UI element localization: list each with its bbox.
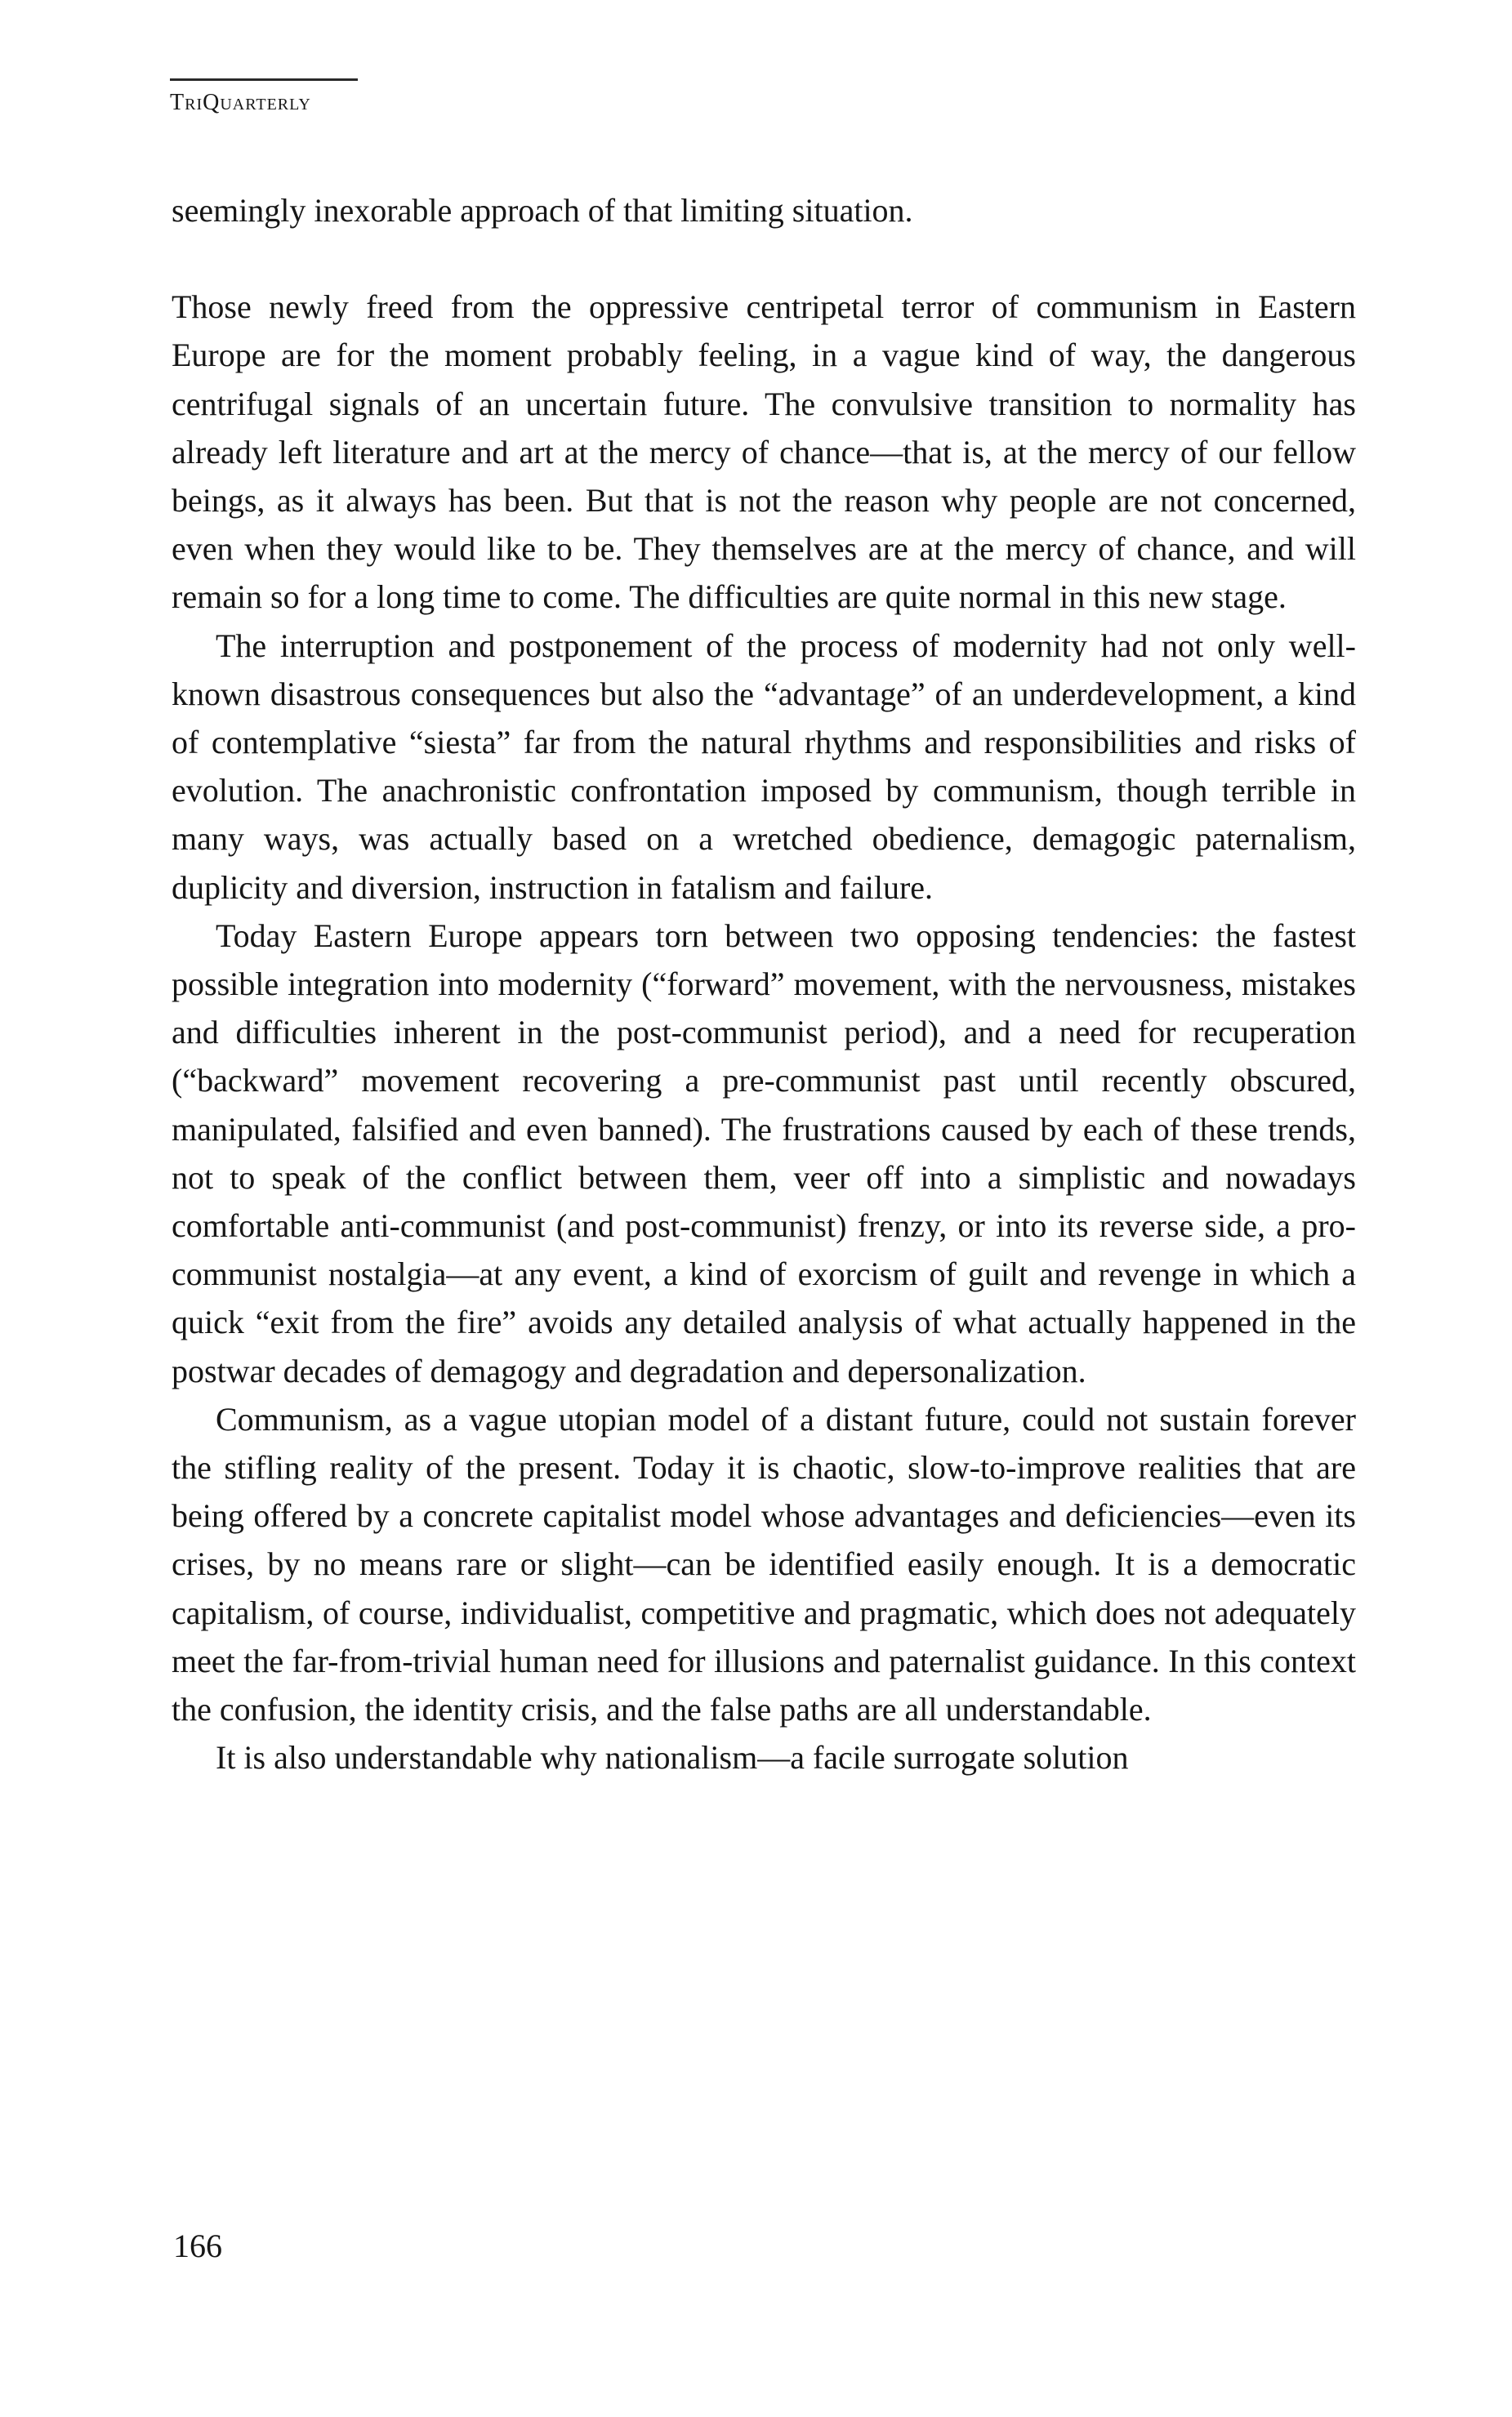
paragraph: Communism, as a vague utopian model of a distant future, could not sustain forever the stifling reality of the present. Today it is chaotic, slow-to-improve realities that are being offered by a concrete capitalist model whose advantages and deficiencies—even its crises, by no means rare or slight—can be identified easily enough. It is a democratic capitalism, of course, individualist, competitive and pragmatic, which does not adequately meet the far-from-trivial human need for illusions and paternalist guidance. In this context the confusion, the identity crisis, and the false paths are all understandable.	[172, 1400, 1356, 1728]
header-rule	[170, 78, 358, 81]
journal-name: TriQuarterly	[170, 90, 311, 115]
paragraph: The interruption and postponement of the process of modernity had not only well-known disastrous consequences but also the “advantage” of an underdevelopment, a kind of contemplative “siesta” far from the natural rhythms and responsibilities and risks of evolution. The anachronistic confrontation imposed by communism, though terrible in many ways, was actually based on a wretched obedience, demagogic paternalism, duplicity and diversion, instruction in fatalism and failure.	[172, 627, 1356, 906]
paragraph: Those newly freed from the oppressive centripetal terror of communism in Eastern Europe are for the moment probably feeling, in a vague kind of way, the dangerous centrifugal signals of an uncertain future. The convulsive transition to normality has already left literature and art at the mercy of chance—that is, at the mercy of our fellow beings, as it always has been. But that is not the reason why people are not concerned, even when they would like to be. They themselves are at the mercy of chance, and will remain so for a long time to come. The difficulties are quite normal in this new stage.	[172, 288, 1356, 616]
running-head	[170, 78, 358, 117]
paragraph-continuation: seemingly inexorable approach of that limiting situation.	[172, 192, 913, 229]
paragraph-last: It is also understandable why nationalism—a facile surrogate solution	[216, 1739, 1129, 1777]
page-number: 166	[173, 2227, 222, 2264]
body-text	[172, 186, 1356, 1782]
paragraph: Today Eastern Europe appears torn between two opposing tendencies: the fastest possible integration into modernity (“forward” movement, with the nervousness, mistakes and difficulties inherent in the post-communist period), and a need for recuperation (“backward” movement recovering a pre-communist past until recently obscured, manipulated, falsified and even banned). The frustrations caused by each of these trends, not to speak of the conflict between them, veer off into a simplistic and nowadays comfortable anti-communist (and post-communist) frenzy, or into its reverse side, a pro-communist nostalgia—at any event, a kind of exorcism of guilt and revenge in which a quick “exit from the fire” avoids any detailed analysis of what actually happened in the postwar decades of demagogy and degradation and depersonalization.	[172, 916, 1356, 1389]
